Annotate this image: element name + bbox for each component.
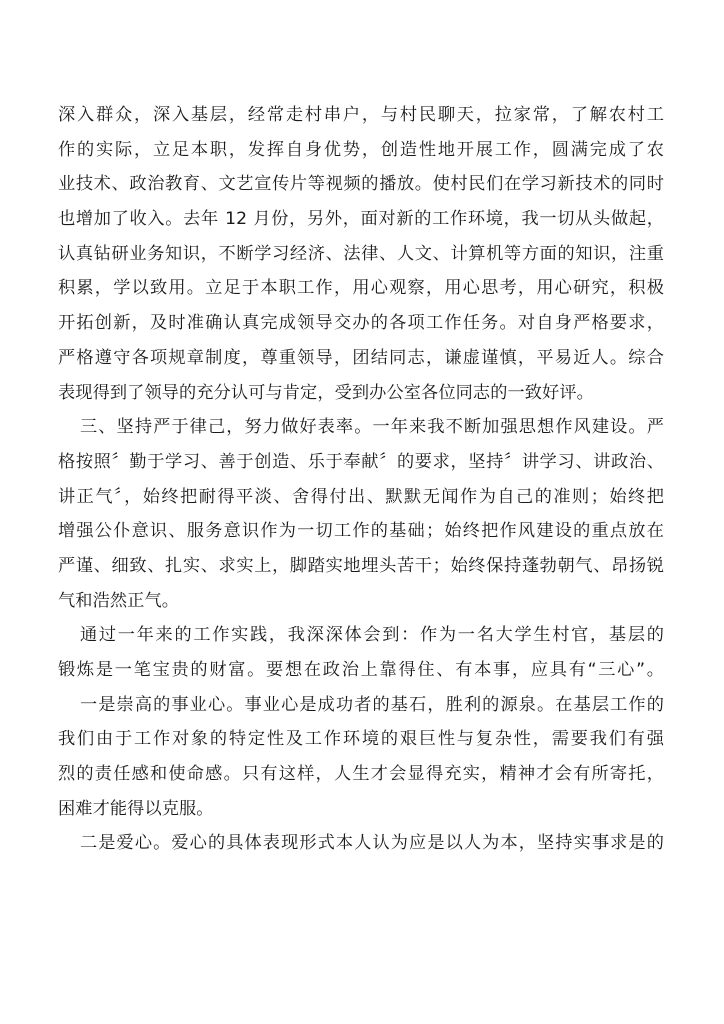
text-line: 认真钻研业务知识，不断学习经济、法律、人文、计算机等方面的知识，注重	[58, 243, 664, 264]
text-line: 开拓创新，及时准确认真完成领导交办的各项工作任务。对自身严格要求，	[58, 313, 664, 334]
text-line: 困难才能得以克服。	[58, 798, 214, 819]
paragraph-first-line: 一是崇高的事业心。事业心是成功者的基石，胜利的源泉。在基层工作的	[80, 694, 664, 715]
text-line: 作的实际，立足本职，发挥自身优势，创造性地开展工作，圆满完成了农	[58, 139, 664, 160]
text-line: 严谨、细致、扎实、求实上，脚踏实地埋头苦干；始终保持蓬勃朝气、昂扬锐	[58, 555, 664, 576]
text-line: 也增加了收入。去年 12 月份，另外，面对新的工作环境，我一切从头做起，	[58, 209, 664, 230]
text-line: 气和浩然正气。	[58, 590, 180, 611]
paragraph-first-line: 二是爱心。爱心的具体表现形式本人认为应是以人为本，坚持实事求是的	[80, 833, 664, 854]
paragraph-first-line: 通过一年来的工作实践，我深深体会到：作为一名大学生村官，基层的	[80, 625, 664, 646]
text-line: 业技术、政治教育、文艺宣传片等视频的播放。使村民们在学习新技术的同时	[58, 174, 664, 195]
text-line: 我们由于工作对象的特定性及工作环境的艰巨性与复杂性，需要我们有强	[58, 729, 664, 750]
text-line: 烈的责任感和使命感。只有这样，人生才会显得充实，精神才会有所寄托，	[58, 764, 664, 785]
text-line: 增强公仆意识、服务意识作为一切工作的基础；始终把作风建设的重点放在	[58, 521, 664, 542]
text-line: 锻炼是一笔宝贵的财富。要想在政治上靠得住、有本事，应具有“三心”。	[58, 660, 664, 680]
paragraph-first-line: 三、坚持严于律己，努力做好表率。一年来我不断加强思想作风建设。严	[80, 417, 664, 438]
text-line: 格按照〞勤于学习、善于创造、乐于奉献〞的要求，坚持〞讲学习、讲政治、	[58, 451, 664, 472]
text-line: 严格遵守各项规章制度，尊重领导，团结同志，谦虚谨慎，平易近人。综合	[58, 347, 664, 368]
text-line: 积累，学以致用。立足于本职工作，用心观察，用心思考，用心研究，积极	[58, 278, 664, 299]
document-body	[58, 98, 664, 861]
text-line: 深入群众，深入基层，经常走村串户，与村民聊天，拉家常，了解农村工	[58, 105, 664, 125]
text-line: 表现得到了领导的充分认可与肯定，受到办公室各位同志的一致好评。	[58, 382, 594, 403]
text-line: 讲正气〞，始终把耐得平淡、舍得付出、默默无闻作为自己的准则；始终把	[58, 486, 664, 507]
